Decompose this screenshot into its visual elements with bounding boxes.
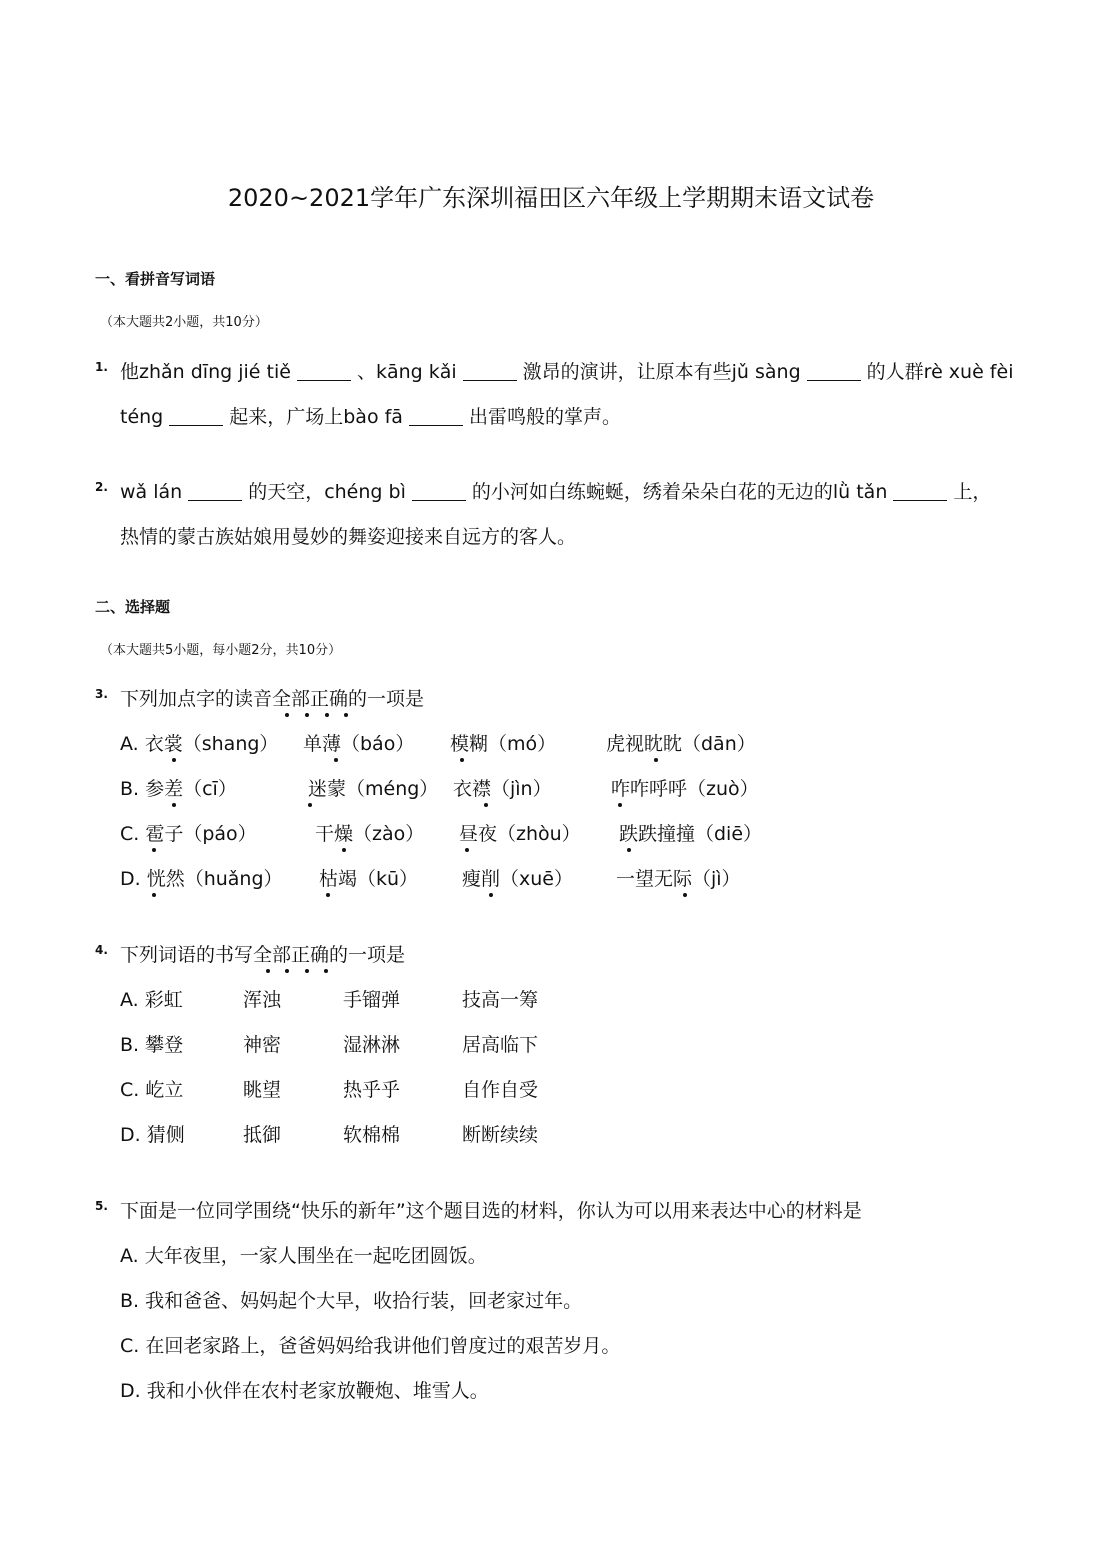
question-stem: 下列加点字的读音全部正确的一项是	[120, 688, 425, 710]
emphasis-dot	[285, 969, 289, 973]
option-item: 居高临下	[462, 1034, 539, 1056]
option-b[interactable]: B. 我和爸爸、妈妈起个大早，收拾行装，回老家过年。	[120, 1290, 583, 1312]
answer-blank[interactable]	[807, 379, 861, 381]
emphasis-dot	[285, 713, 289, 717]
option-item: 手镏弹	[343, 989, 401, 1011]
option-item: 咋咋呼呼（zuò）	[611, 778, 759, 800]
answer-blank[interactable]	[893, 499, 947, 501]
option-item: 瘦削（xuē）	[462, 868, 573, 890]
emphasis-dot	[324, 969, 328, 973]
emphasis-dot	[305, 969, 309, 973]
q2-line-2: 热情的蒙古族姑娘用曼妙的舞姿迎接来自远方的客人。	[120, 526, 577, 548]
emphasis-dot	[152, 893, 156, 897]
option-item: 热乎乎	[343, 1079, 401, 1101]
answer-blank[interactable]	[463, 379, 517, 381]
q2-text: wǎ lán	[120, 481, 183, 503]
option-item: 自作自受	[462, 1079, 539, 1101]
option-b[interactable]: B. 参差（cī）	[120, 778, 237, 800]
option-item: 浑浊	[243, 989, 282, 1011]
option-item: 模糊（mó）	[450, 733, 557, 755]
emphasis-dot	[683, 893, 687, 897]
q1-text: téng	[120, 406, 164, 428]
option-item: 抵御	[243, 1124, 282, 1146]
emphasis-dot	[618, 803, 622, 807]
question-number: 1.	[95, 360, 108, 374]
emphasis-dot	[465, 848, 469, 852]
q1-text: 、kāng kǎi	[356, 361, 457, 383]
question-number: 4.	[95, 943, 108, 957]
emphasis-dot	[172, 803, 176, 807]
emphasis-dot	[484, 803, 488, 807]
option-item: 干燥（zào）	[315, 823, 425, 845]
q1-text: 的人群rè xuè fèi	[866, 361, 1014, 383]
section-heading: 一、看拼音写词语	[95, 270, 216, 288]
emphasis-dot	[489, 893, 493, 897]
answer-blank[interactable]	[169, 424, 223, 426]
answer-blank[interactable]	[409, 424, 463, 426]
option-item: 软棉棉	[343, 1124, 401, 1146]
question-stem: 下列词语的书写全部正确的一项是	[120, 944, 406, 966]
option-c[interactable]: C. 雹子（páo）	[120, 823, 257, 845]
option-a[interactable]: A. 大年夜里，一家人围坐在一起吃团圆饭。	[120, 1245, 487, 1267]
question-number: 3.	[95, 687, 108, 701]
option-item: 神密	[243, 1034, 282, 1056]
option-b[interactable]: B. 攀登	[120, 1034, 184, 1056]
section-heading: 二、选择题	[95, 598, 171, 616]
option-item: 眺望	[243, 1079, 282, 1101]
q1-line-2	[120, 405, 621, 429]
emphasis-dot	[308, 803, 312, 807]
q2-text: 的小河如白练蜿蜒，绣着朵朵白花的无边的lǜ tǎn	[471, 481, 888, 503]
answer-blank[interactable]	[297, 379, 351, 381]
emphasis-dot	[334, 758, 338, 762]
question-number: 2.	[95, 480, 108, 494]
option-a[interactable]: A. 衣裳（shang）	[120, 733, 279, 755]
option-item: 跌跌撞撞（diē）	[619, 823, 763, 845]
emphasis-dot	[654, 758, 658, 762]
q1-text: 激昂的演讲，让原本有些jǔ sàng	[522, 361, 801, 383]
emphasis-dot	[305, 713, 309, 717]
option-item: 昼夜（zhòu）	[459, 823, 581, 845]
emphasis-dot	[266, 969, 270, 973]
option-item: 单薄（báo）	[303, 733, 415, 755]
q2-line-1	[120, 480, 991, 504]
emphasis-dot	[325, 713, 329, 717]
option-item: 迷蒙（méng）	[308, 778, 439, 800]
emphasis-dot	[342, 848, 346, 852]
q1-text: 他zhǎn dīng jié tiě	[120, 361, 291, 383]
q1-text: 起来，广场上bào fā	[229, 406, 403, 428]
option-d[interactable]: D. 猜侧	[120, 1124, 185, 1146]
section-note: （本大题共2小题，共10分）	[100, 315, 268, 330]
option-item: 枯竭（kū）	[319, 868, 419, 890]
q2-text: 上，	[953, 481, 992, 503]
option-c[interactable]: C. 在回老家路上，爸爸妈妈给我讲他们曾度过的艰苦岁月。	[120, 1335, 621, 1357]
emphasis-dot	[344, 713, 348, 717]
emphasis-dot	[460, 758, 464, 762]
emphasis-dot	[172, 758, 176, 762]
q1-line-1	[120, 360, 1013, 384]
emphasis-dot	[627, 848, 631, 852]
question-number: 5.	[95, 1199, 108, 1213]
option-a[interactable]: A. 彩虹	[120, 989, 183, 1011]
emphasis-dot	[152, 848, 156, 852]
q1-text: 出雷鸣般的掌声。	[468, 406, 621, 428]
option-item: 虎视眈眈（dān）	[606, 733, 756, 755]
option-item: 衣襟（jìn）	[453, 778, 552, 800]
section-note: （本大题共5小题，每小题2分，共10分）	[100, 643, 342, 658]
question-stem: 下面是一位同学围绕“快乐的新年”这个题目选的材料，你认为可以用来表达中心的材料是	[120, 1200, 862, 1222]
option-item: 断断续续	[462, 1124, 539, 1146]
option-c[interactable]: C. 屹立	[120, 1079, 184, 1101]
q2-text: 的天空，chéng bì	[248, 481, 406, 503]
option-item: 技高一筹	[462, 989, 539, 1011]
option-item: 湿淋淋	[343, 1034, 401, 1056]
option-d[interactable]: D. 我和小伙伴在农村老家放鞭炮、堆雪人。	[120, 1380, 489, 1402]
answer-blank[interactable]	[188, 499, 242, 501]
emphasis-dot	[326, 893, 330, 897]
page-title: 2020~2021学年广东深圳福田区六年级上学期期末语文试卷	[227, 184, 875, 212]
answer-blank[interactable]	[412, 499, 466, 501]
option-d[interactable]: D. 恍然（huǎng）	[120, 868, 283, 890]
option-item: 一望无际（jì）	[616, 868, 741, 890]
